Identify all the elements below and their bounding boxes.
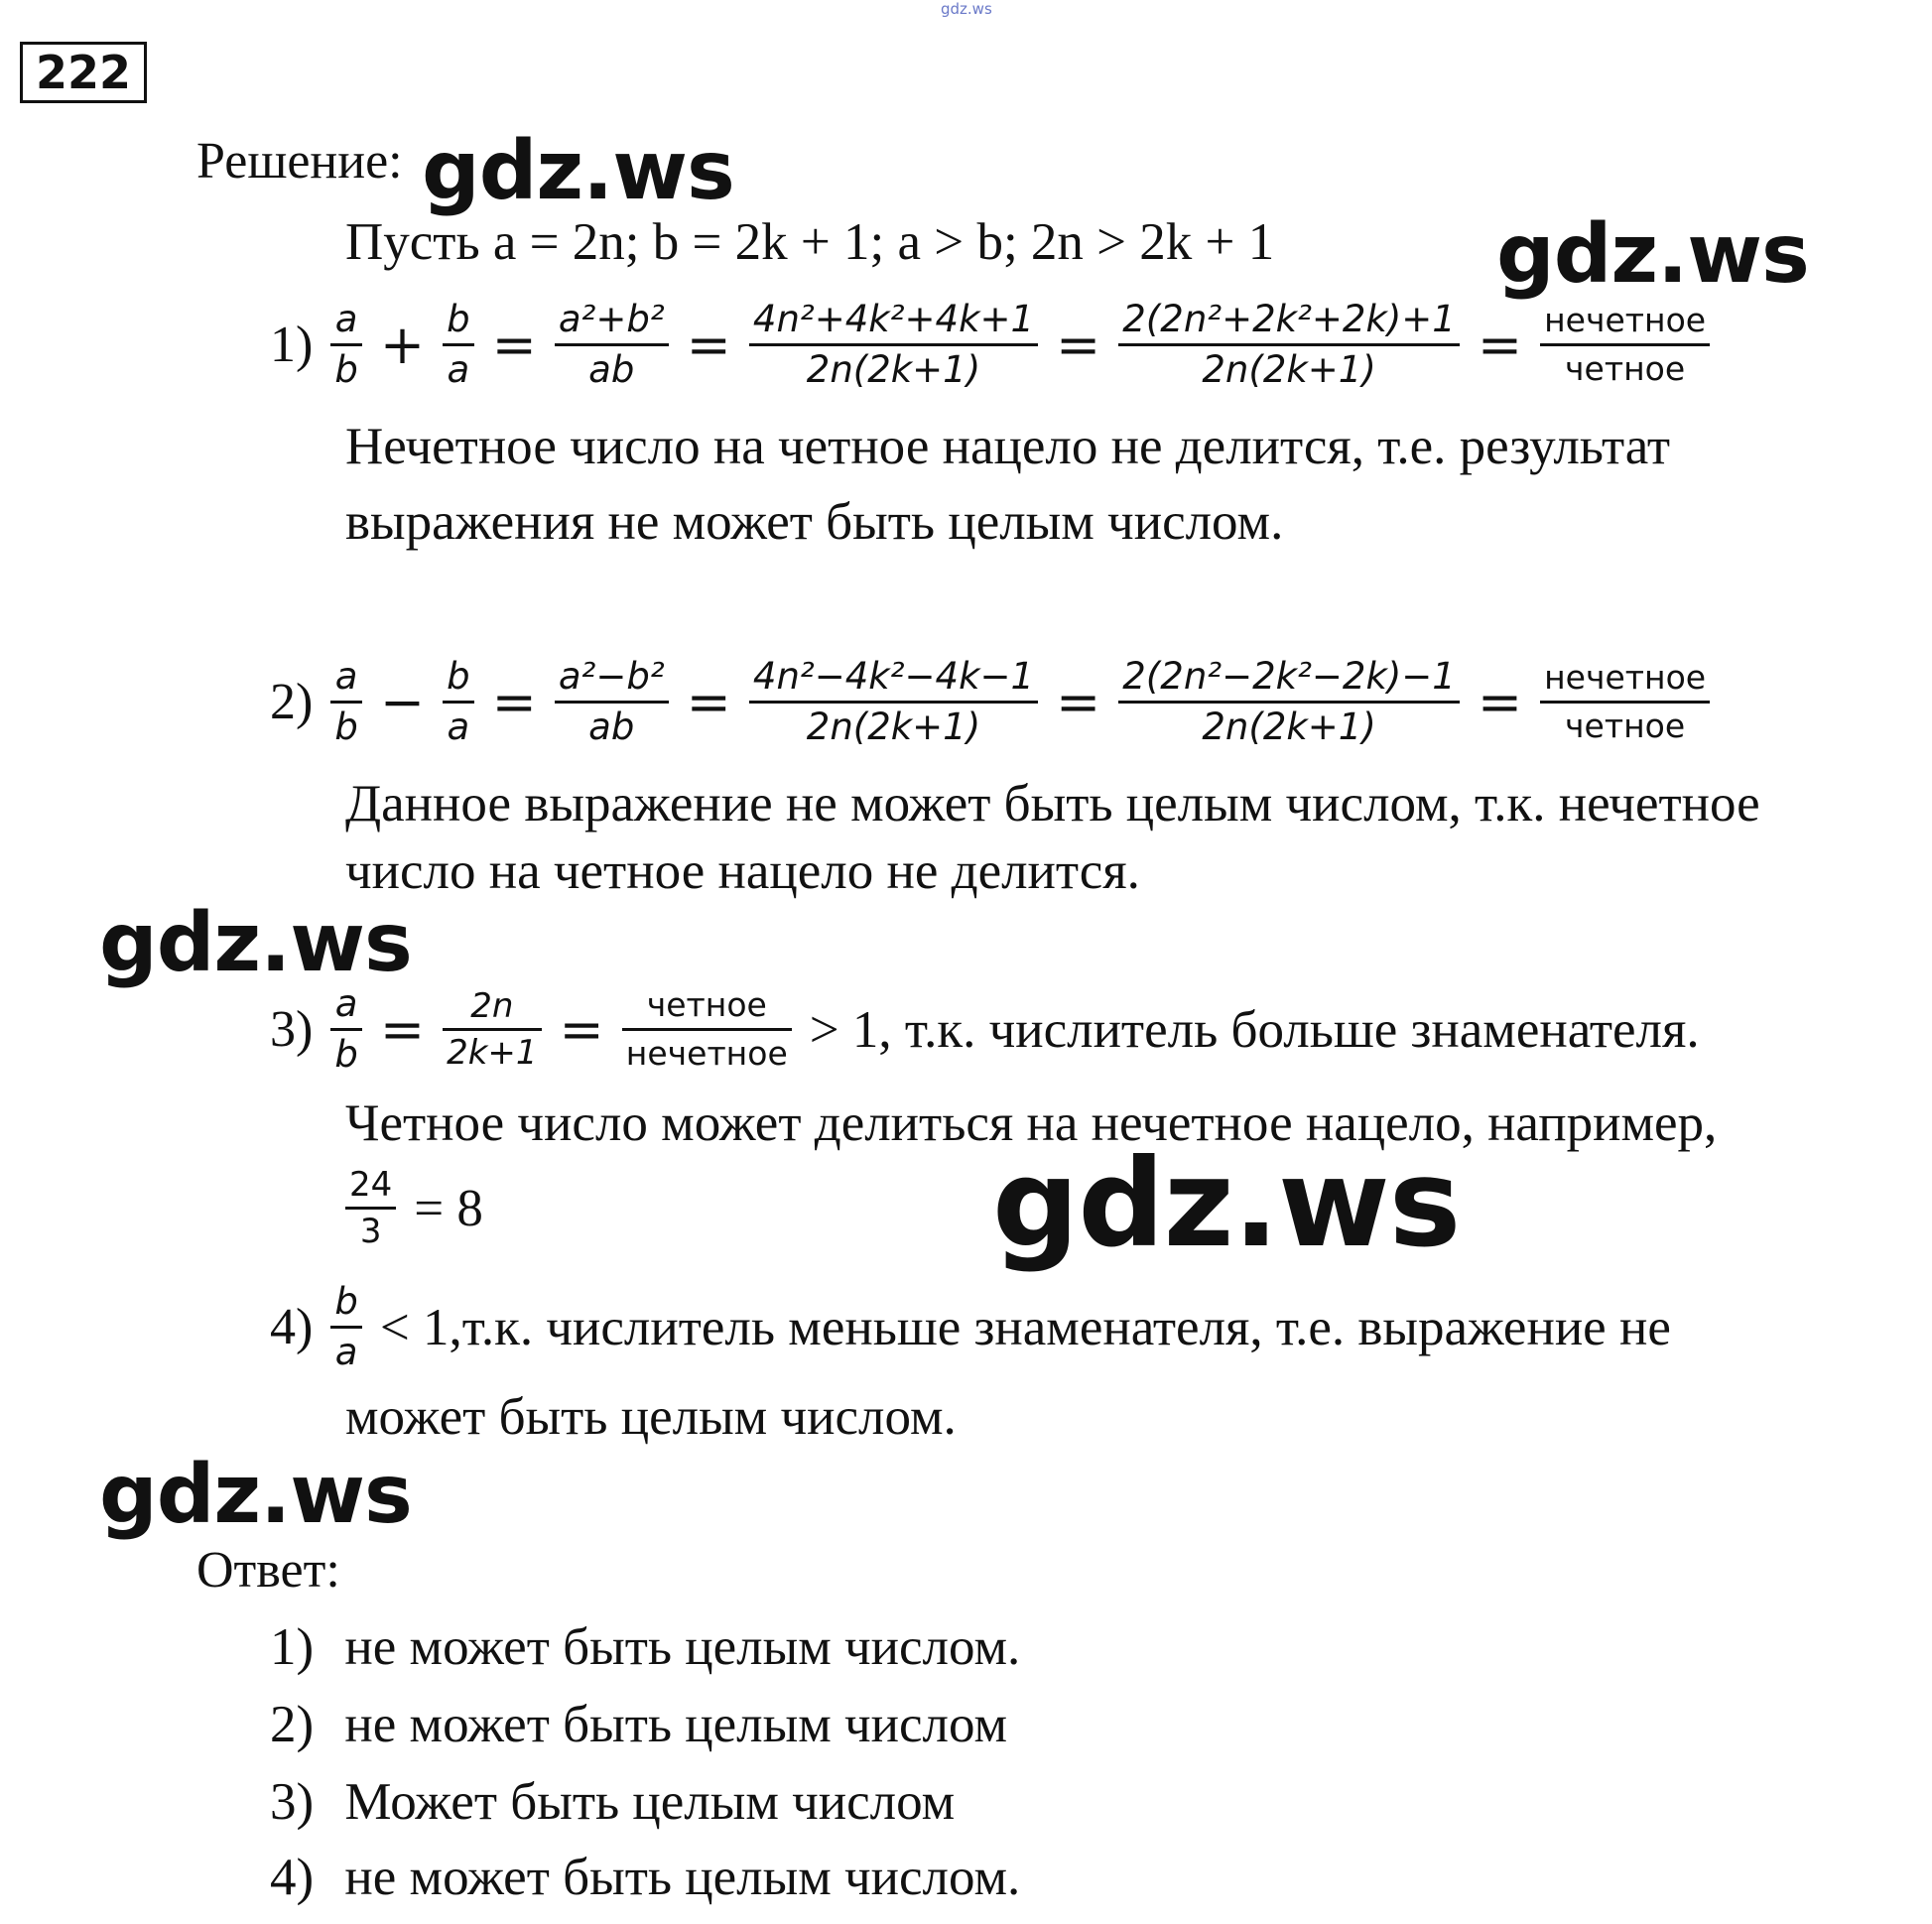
answer-text: Может быть целым числом [344,1773,956,1831]
fraction: $\frac{a}{b}$ [330,296,362,394]
watermark: gdz.ws [422,124,734,218]
watermark: gdz.ws [99,896,412,990]
answer-text: не может быть целым числом [344,1696,1008,1753]
given-statement [345,212,1274,272]
fraction: $\frac{\text{2(2n²−2k²−2k)−1}}{2n(2k+1)}$ [1118,653,1460,751]
operator: − [379,670,426,733]
fraction: $\frac{b}{a}$ [443,296,474,394]
answer-text: не может быть целым числом. [344,1849,1021,1906]
solution-label: Решение: [196,133,403,190]
equals: = [1056,313,1101,376]
equals: = [686,670,731,733]
explanation-line: число на четное нацело не делится. [345,842,1140,900]
answer-item [270,1848,1020,1907]
formula-4 [270,1278,1671,1376]
formula-2 [270,653,1710,751]
operator: + [379,313,426,376]
answer-text: не может быть целым числом. [344,1618,1021,1676]
item-label: 3) [270,1000,314,1058]
fraction: $\frac{\text{четное}}{\text{нечетное}}$ [622,982,792,1077]
equals: = [1477,670,1523,733]
equals: = [379,997,426,1061]
watermark: gdz.ws [99,1448,412,1542]
item-label: 2) [270,1696,315,1753]
item-label: 1) [270,1618,315,1676]
explanation-line: Нечетное число на четное нацело не делится, т.е. результат [345,418,1671,475]
item-label: 4) [270,1849,315,1906]
explanation-line: выражения не может быть целым числом. [345,493,1284,551]
equals: = [1477,313,1523,376]
example-formula [345,1163,483,1253]
problem-number: 222 [20,42,147,103]
item-label: 4) [270,1298,314,1355]
fraction: $\frac{a}{b}$ [330,980,362,1079]
equals: = [559,997,604,1061]
answer-item [270,1695,1007,1754]
header-watermark: gdz.ws [941,0,992,18]
explanation-line: может быть целым числом. [345,1388,957,1446]
fraction: $\frac{b}{a}$ [443,653,474,751]
answer-item [270,1617,1020,1677]
fraction: $\frac{b}{a}$ [330,1278,362,1376]
explanation-line: Четное число может делиться на нечетное нацело, например, [345,1094,1718,1152]
fraction: $\frac{a}{b}$ [330,653,362,751]
equals: = [686,313,731,376]
answer-item [270,1772,955,1832]
example-result: = 8 [414,1179,483,1237]
answer-label: Ответ: [196,1542,340,1599]
fraction: $\frac{\text{a²+b²}}{ab}$ [555,296,669,394]
equals: = [1056,670,1101,733]
fraction: $\frac{\text{нечетное}}{\text{четное}}$ [1540,298,1710,392]
watermark: gdz.ws [1496,207,1809,302]
item-label: 1) [270,316,314,373]
given-text: Пусть a = 2n; b = 2k + 1; a > b; 2n > 2k + 1 [345,213,1275,271]
fraction: $\frac{\text{a²−b²}}{ab}$ [555,653,669,751]
fraction: $\frac{\text{нечетное}}{\text{четное}}$ [1540,655,1710,749]
equals: = [491,670,537,733]
fraction: $\frac{2n}{2k+1}$ [443,984,541,1075]
formula-1 [270,296,1710,394]
item-label: 2) [270,673,314,730]
formula-tail: < 1,т.к. числитель меньше знаменателя, т.е. выражение не [379,1298,1671,1356]
fraction: $\frac{\text{4n²+4k²+4k+1}}{2n(2k+1)}$ [749,296,1038,394]
fraction: $\frac{24}{3}$ [345,1163,396,1253]
fraction: $\frac{\text{4n²−4k²−4k−1}}{2n(2k+1)}$ [749,653,1038,751]
fraction: $\frac{\text{2(2n²+2k²+2k)+1}}{2n(2k+1)}$ [1118,296,1460,394]
formula-tail: > 1, т.к. числитель больше знаменателя. [809,1000,1700,1059]
explanation-line: Данное выражение не может быть целым числом, т.к. нечетное [345,775,1760,833]
formula-3 [270,980,1700,1079]
watermark: gdz.ws [992,1133,1461,1274]
equals: = [491,313,537,376]
item-label: 3) [270,1773,315,1831]
